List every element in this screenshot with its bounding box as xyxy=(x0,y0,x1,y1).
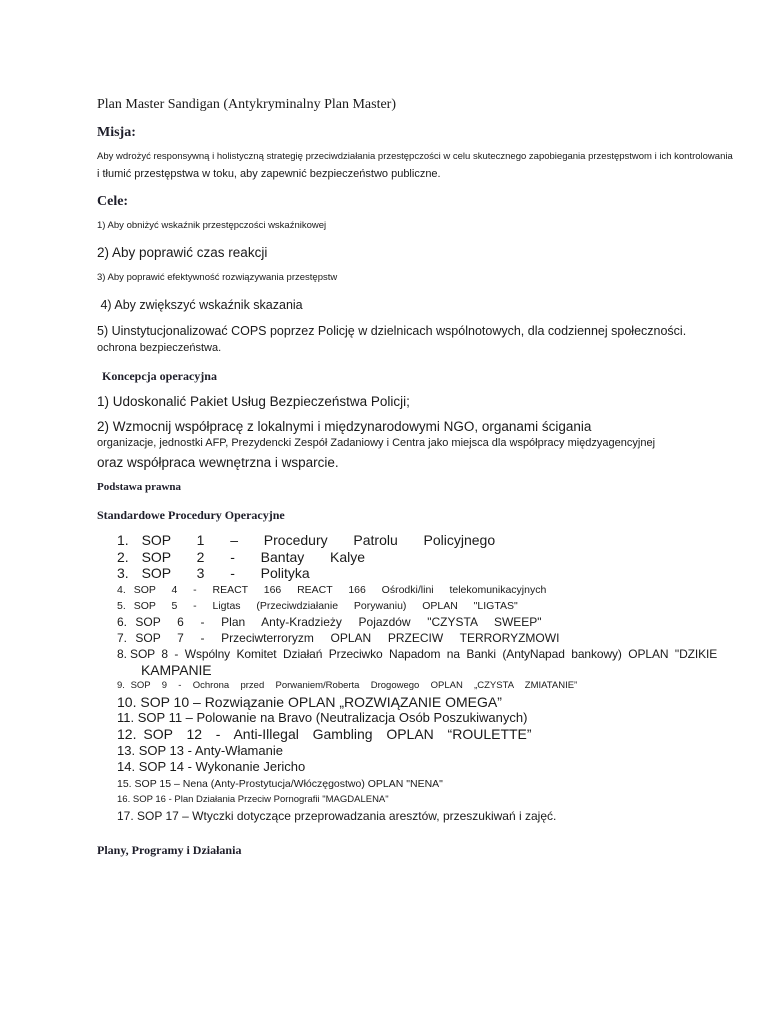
sop-item-13: 13. SOP 13 - Anty-Włamanie xyxy=(117,742,283,758)
koncepcja-item-2-line-1: 2) Wzmocnij współpracę z lokalnymi i międzynarodowymi NGO, organami ścigania xyxy=(97,419,592,434)
sop-item-15: 15. SOP 15 – Nena (Anty-Prostytucja/Włóczęgostwo) OPLAN "NENA" xyxy=(117,777,443,790)
cele-item-4: 4) Aby zwiększyć wskaźnik skazania xyxy=(97,298,303,312)
plany-heading: Plany, Programy i Działania xyxy=(97,843,242,857)
sop-item-16: 16. SOP 16 - Plan Działania Przeciw Pornografii "MAGDALENA" xyxy=(117,793,389,805)
koncepcja-heading: Koncepcja operacyjna xyxy=(102,369,217,383)
sop-item-3: 3. SOP 3 - Polityka xyxy=(117,565,310,581)
cele-item-3: 3) Aby poprawić efektywność rozwiązywania przestępstw xyxy=(97,272,338,283)
sop-item-10: 10. SOP 10 – Rozwiązanie OPLAN „ROZWIĄZANIE OMEGA” xyxy=(117,693,502,710)
sop-heading: Standardowe Procedury Operacyjne xyxy=(97,508,285,522)
sop-item-8-continuation: KAMPANIE xyxy=(141,661,212,678)
sop-item-17: 17. SOP 17 – Wtyczki dotyczące przeprowadzania aresztów, przeszukiwań i zajęć. xyxy=(117,808,557,823)
misja-text-line-1: Aby wdrożyć responsywną i holistyczną strategię przeciwdziałania przestępczości w celu skutecznego zapobiegania przestępstwom i ich kontrolowania xyxy=(97,151,733,162)
sop-item-1: 1. SOP 1 – Procedury Patrolu Policyjnego xyxy=(117,532,496,548)
sop-item-8: 8. SOP 8 - Wspólny Komitet Działań Przeciwko Napadom na Banki (AntyNapad bankowy) OPLAN "DZIKIE KAMPANIE xyxy=(117,646,767,678)
sop-item-5: 5. SOP 5 - Ligtas (Przeciwdziałanie Porywaniu) OPLAN "LIGTAS" xyxy=(117,599,518,612)
cele-item-5-line-1: 5) Uinstytucjonalizować COPS poprzez Policję w dzielnicach wspólnotowych, dla codziennej społeczności. xyxy=(97,324,687,338)
document-title: Plan Master Sandigan (Antykryminalny Plan Master) xyxy=(97,97,397,112)
cele-item-1: 1) Aby obniżyć wskaźnik przestępczości wskaźnikowej xyxy=(97,220,327,231)
sop-item-9: 9. SOP 9 - Ochrona przed Porwaniem/Roberta Drogowego OPLAN „CZYSTA ZMIATANIE” xyxy=(117,679,578,691)
cele-heading: Cele: xyxy=(97,194,129,209)
sop-item-6: 6. SOP 6 - Plan Anty-Kradzieży Pojazdów "CZYSTA SWEEP" xyxy=(117,614,542,629)
koncepcja-item-2-line-2: organizacje, jednostki AFP, Prezydencki Zespół Zadaniowy i Centra jako miejsca dla współpracy międzyagencyjnej xyxy=(97,437,656,449)
koncepcja-item-1: 1) Udoskonalić Pakiet Usług Bezpieczeństwa Policji; xyxy=(97,394,410,409)
misja-text-line-2: i tłumić przestępstwa w toku, aby zapewnić bezpieczeństwo publiczne. xyxy=(97,168,441,180)
cele-item-2: 2) Aby poprawić czas reakcji xyxy=(97,245,268,260)
sop-item-11: 11. SOP 11 – Polowanie na Bravo (Neutralizacja Osób Poszukiwanych) xyxy=(117,710,528,725)
sop-item-4: 4. SOP 4 - REACT 166 REACT 166 Ośrodki/lini telekomunikacyjnych xyxy=(117,583,547,596)
sop-item-12: 12. SOP 12 - Anti-Illegal Gambling OPLAN “ROULETTE” xyxy=(117,726,532,742)
sop-item-14: 14. SOP 14 - Wykonanie Jericho xyxy=(117,759,306,774)
sop-list xyxy=(117,532,767,824)
koncepcja-item-2-line-3: oraz współpraca wewnętrzna i wsparcie. xyxy=(97,455,339,470)
sop-item-2: 2. SOP 2 - Bantay Kalye xyxy=(117,548,366,565)
cele-item-5-line-2: ochrona bezpieczeństwa. xyxy=(97,342,222,354)
misja-heading: Misja: xyxy=(97,125,136,140)
podstawa-heading: Podstawa prawna xyxy=(97,481,182,493)
sop-item-7: 7. SOP 7 - Przeciwterroryzm OPLAN PRZECIW TERRORYZMOWI xyxy=(117,630,560,645)
